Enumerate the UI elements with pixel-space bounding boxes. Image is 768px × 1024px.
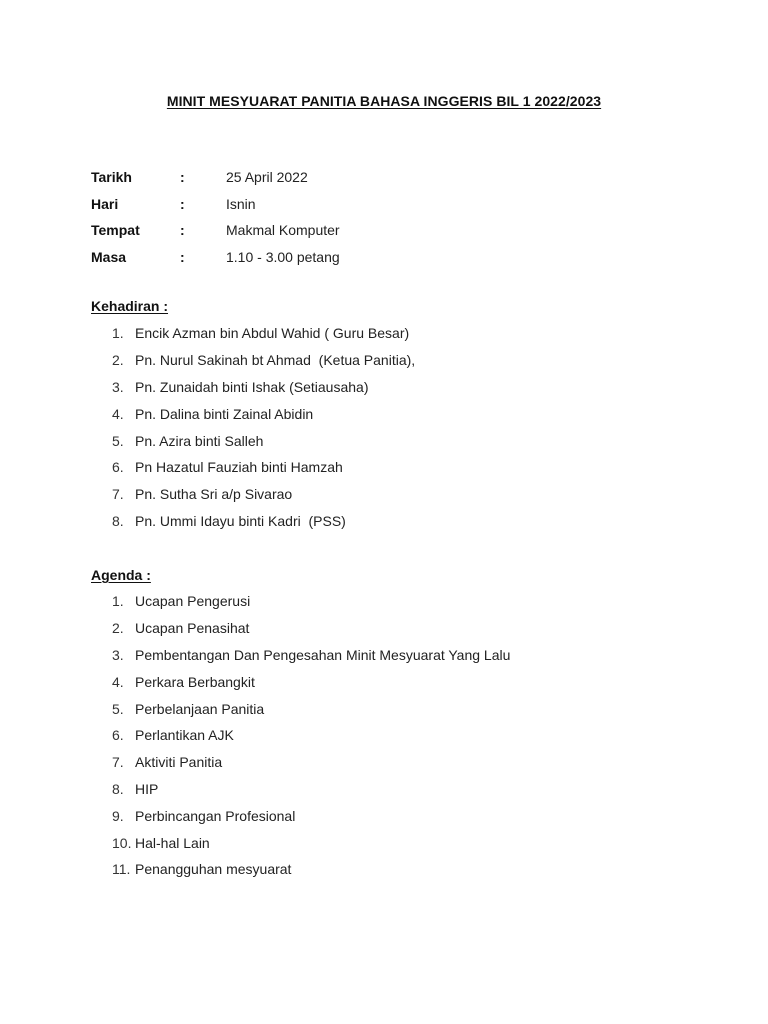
list-item	[112, 856, 510, 883]
list-number: 2.	[112, 620, 124, 637]
meta-colon: :	[180, 222, 185, 239]
meta-colon: :	[180, 169, 185, 186]
list-number: 6.	[112, 459, 124, 476]
list-text: Ucapan Pengerusi	[135, 593, 251, 610]
list-text: Encik Azman bin Abdul Wahid ( Guru Besar)	[135, 325, 410, 342]
meta-row-time	[91, 244, 340, 271]
list-text: Pn. Nurul Sakinah bt Ahmad (Ketua Panitia),	[135, 352, 416, 369]
list-text: Pn. Dalina binti Zainal Abidin	[135, 405, 314, 422]
attendance-heading: Kehadiran :	[91, 298, 169, 314]
list-text: Penangguhan mesyuarat	[135, 861, 292, 878]
list-number: 5.	[112, 700, 124, 717]
list-item	[112, 454, 415, 481]
list-text: Perbelanjaan Panitia	[135, 700, 265, 717]
meta-value: Makmal Komputer	[226, 222, 340, 239]
list-item	[112, 588, 510, 615]
list-item	[112, 320, 415, 347]
meta-row-date	[91, 164, 340, 191]
list-text: Pn Hazatul Fauziah binti Hamzah	[135, 459, 343, 476]
list-number: 10.	[112, 834, 132, 851]
list-text: Perlantikan AJK	[135, 727, 234, 744]
meta-label: Tempat	[91, 222, 140, 239]
list-number: 1.	[112, 325, 124, 342]
list-item	[112, 668, 510, 695]
list-number: 8.	[112, 780, 124, 797]
agenda-heading: Agenda :	[91, 567, 151, 583]
list-item	[112, 642, 510, 669]
list-text: Hal-hal Lain	[135, 834, 210, 851]
meta-value: Isnin	[226, 195, 256, 212]
list-text: Pn. Azira binti Salleh	[135, 432, 264, 449]
meta-label: Tarikh	[91, 169, 132, 186]
list-item	[112, 508, 415, 535]
list-number: 7.	[112, 754, 124, 771]
meta-colon: :	[180, 248, 185, 265]
list-number: 1.	[112, 593, 124, 610]
list-text: HIP	[135, 780, 159, 797]
list-number: 6.	[112, 727, 124, 744]
document-title: MINIT MESYUARAT PANITIA BAHASA INGGERIS BIL 1 2022/2023	[166, 93, 602, 109]
list-number: 4.	[112, 673, 124, 690]
list-item	[112, 695, 510, 722]
meta-label: Masa	[91, 248, 127, 265]
list-text: Ucapan Penasihat	[135, 620, 250, 637]
meta-value: 25 April 2022	[226, 169, 308, 186]
list-item	[112, 615, 510, 642]
list-item	[112, 374, 415, 401]
list-text: Pn. Sutha Sri a/p Sivarao	[135, 486, 293, 503]
list-number: 7.	[112, 486, 124, 503]
list-number: 4.	[112, 405, 124, 422]
list-text: Pn. Zunaidah binti Ishak (Setiausaha)	[135, 378, 369, 395]
meta-colon: :	[180, 195, 185, 212]
list-item	[112, 481, 415, 508]
list-item	[112, 749, 510, 776]
list-number: 3.	[112, 378, 124, 395]
agenda-list	[112, 588, 510, 883]
list-item	[112, 400, 415, 427]
list-item	[112, 427, 415, 454]
meta-row-place	[91, 217, 340, 244]
list-number: 8.	[112, 512, 124, 529]
list-item	[112, 347, 415, 374]
list-text: Pn. Ummi Idayu binti Kadri (PSS)	[135, 512, 346, 529]
attendance-list	[112, 320, 415, 534]
list-item	[112, 722, 510, 749]
meta-label: Hari	[91, 195, 119, 212]
list-number: 2.	[112, 352, 124, 369]
meta-value: 1.10 - 3.00 petang	[226, 248, 340, 265]
list-text: Perbincangan Profesional	[135, 807, 296, 824]
list-text: Perkara Berbangkit	[135, 673, 255, 690]
meeting-details	[91, 164, 340, 270]
list-number: 5.	[112, 432, 124, 449]
list-text: Pembentangan Dan Pengesahan Minit Mesyuarat Yang Lalu	[135, 646, 511, 663]
list-number: 3.	[112, 646, 124, 663]
list-item	[112, 802, 510, 829]
list-item	[112, 829, 510, 856]
list-number: 9.	[112, 807, 124, 824]
list-text: Aktiviti Panitia	[135, 754, 223, 771]
list-item	[112, 776, 510, 803]
meta-row-day	[91, 191, 340, 218]
list-number: 11.	[112, 861, 131, 878]
